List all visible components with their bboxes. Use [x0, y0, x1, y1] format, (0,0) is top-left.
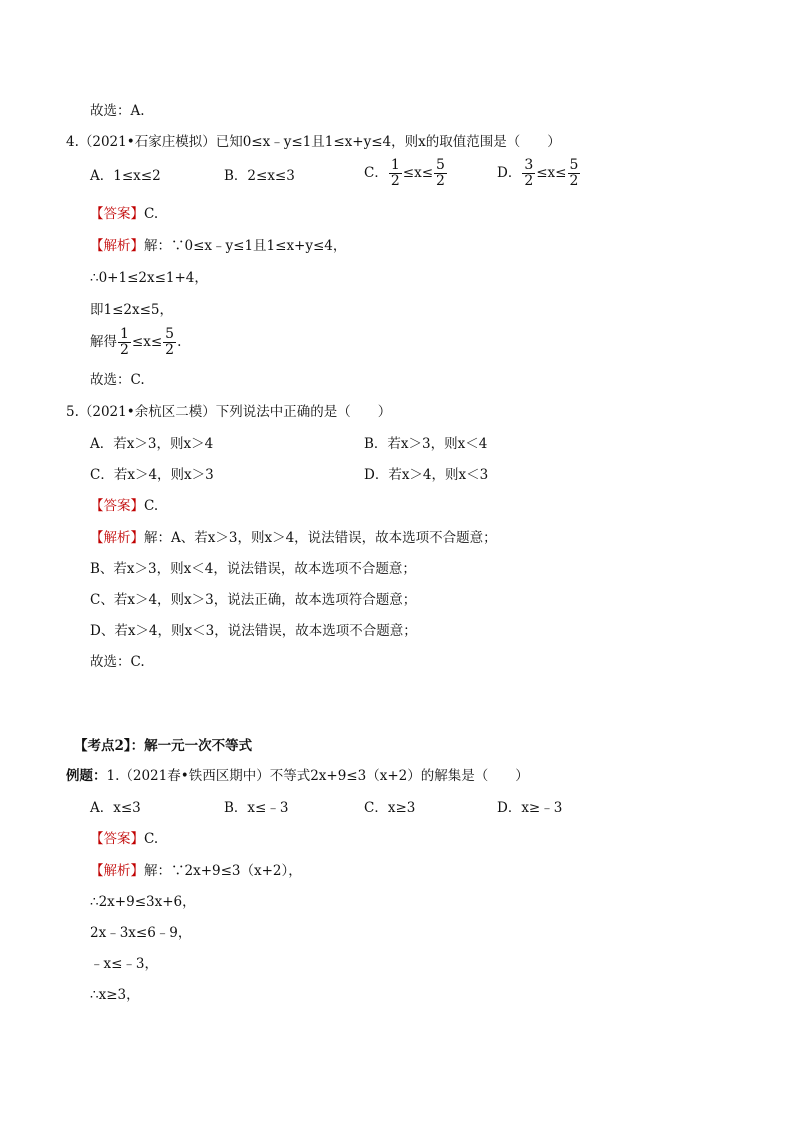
analysis-tag: 【解析】	[90, 863, 144, 879]
q4-analysis	[90, 236, 346, 256]
answer-value: C.	[144, 206, 159, 222]
q5-analysis	[90, 528, 497, 548]
ex1-option-a: A．x≤3	[90, 800, 141, 816]
q5-option-a: A．若x＞3，则x＞4	[90, 436, 214, 452]
q4-step-3-prefix: 解得	[90, 334, 117, 350]
q5-analysis-c: C、若x＞4，则x＞3，说法正确，故本选项符合题意；	[90, 592, 417, 608]
fraction-numerator: 5	[436, 157, 445, 173]
analysis-text: 解：∵2x+9≤3（x+2），	[144, 863, 302, 879]
analysis-text: 解：∵0≤x﹣y≤1且1≤x+y≤4，	[144, 238, 347, 254]
answer-tag: 【答案】	[90, 498, 144, 514]
answer-value: C.	[144, 831, 159, 847]
section-heading: 【考点2】：解一元一次不等式	[74, 738, 253, 754]
fraction-one-half	[389, 158, 402, 189]
question-5: 5.（2021•余杭区二模）下列说法中正确的是（ ）	[66, 404, 392, 420]
q4-option-a: A．1≤x≤2	[90, 168, 161, 184]
prev-answer-choose: 故选：A.	[90, 103, 145, 119]
q5-answer	[90, 496, 158, 516]
q4-option-d	[497, 158, 581, 189]
q5-option-c: C．若x＞4，则x＞3	[90, 467, 214, 483]
q4-option-b: B．2≤x≤3	[224, 168, 295, 184]
q4-step-1: ∴0+1≤2x≤1+4，	[90, 270, 208, 286]
fraction-denominator: 2	[436, 173, 445, 189]
ex1-step-3: ﹣x≤﹣3，	[90, 956, 159, 972]
fraction-one-half	[118, 327, 131, 358]
analysis-tag: 【解析】	[90, 238, 144, 254]
fraction-denominator: 2	[524, 173, 534, 189]
q4-option-d-prefix: D．	[497, 165, 522, 181]
ex1-step-4: ∴x≥3，	[90, 987, 140, 1003]
q4-option-c	[364, 158, 448, 189]
ex1-option-b: B．x≤﹣3	[224, 800, 289, 816]
fraction-numerator: 1	[120, 326, 129, 342]
fraction-denominator: 2	[390, 173, 400, 189]
q5-analysis-b: B、若x＞3，则x＜4，说法错误，故本选项不合题意；	[90, 561, 416, 577]
q5-option-d: D．若x＞4，则x＜3	[364, 467, 489, 483]
ex1-analysis	[90, 861, 302, 881]
fraction-three-half	[522, 158, 535, 189]
q4-step-3-mid: ≤x≤	[131, 334, 163, 350]
answer-tag: 【答案】	[90, 206, 144, 222]
ex1-answer	[90, 829, 158, 849]
analysis-tag: 【解析】	[90, 530, 144, 546]
fraction-denominator: 2	[569, 173, 579, 189]
q5-analysis-d: D、若x＞4，则x＜3，说法错误，故本选项不合题意；	[90, 623, 417, 639]
q4-step-3	[90, 327, 181, 358]
example-question: 1.（2021春•铁西区期中）不等式2x+9≤3（x+2）的解集是（ ）	[106, 768, 529, 784]
q5-option-b: B．若x＞3，则x＜4	[364, 436, 488, 452]
ex1-step-1: ∴2x+9≤3x+6，	[90, 894, 196, 910]
ex1-option-c: C．x≥3	[364, 800, 416, 816]
example-1	[66, 766, 529, 786]
fraction-five-half	[568, 158, 581, 189]
answer-tag: 【答案】	[90, 831, 144, 847]
q4-option-d-mid: ≤x≤	[536, 165, 567, 181]
question-4: 4.（2021•石家庄模拟）已知0≤x﹣y≤1且1≤x+y≤4，则x的取值范围是（ ）	[66, 134, 561, 150]
analysis-text: 解：A、若x＞3，则x＞4，说法错误，故本选项不合题意；	[144, 530, 497, 546]
answer-value: C.	[144, 498, 159, 514]
fraction-five-half	[163, 327, 176, 358]
q4-answer	[90, 204, 158, 224]
example-label: 例题：	[66, 768, 107, 784]
q4-option-c-prefix: C．	[364, 165, 388, 181]
fraction-denominator: 2	[165, 342, 175, 358]
q4-option-c-mid: ≤x≤	[402, 165, 434, 181]
fraction-numerator: 3	[524, 157, 534, 173]
q5-choose: 故选：C.	[90, 654, 145, 670]
q4-choose: 故选：C.	[90, 372, 145, 388]
fraction-numerator: 5	[165, 326, 175, 342]
fraction-denominator: 2	[120, 342, 129, 358]
q4-step-3-end: .	[177, 334, 182, 350]
q4-step-2: 即1≤2x≤5，	[90, 302, 174, 318]
fraction-numerator: 5	[569, 157, 579, 173]
fraction-five-half	[434, 158, 447, 189]
fraction-numerator: 1	[390, 157, 400, 173]
ex1-option-d: D．x≥﹣3	[497, 800, 563, 816]
ex1-step-2: 2x﹣3x≤6﹣9，	[90, 925, 192, 941]
